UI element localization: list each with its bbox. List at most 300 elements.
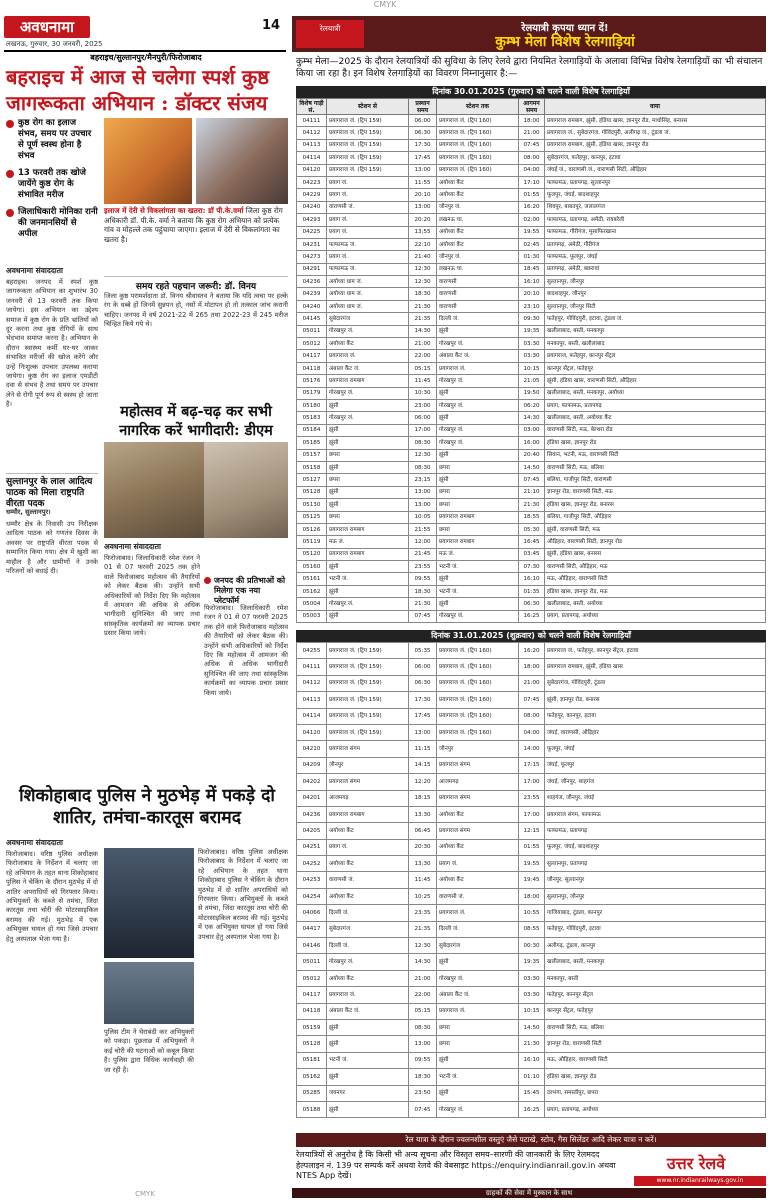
schedule-row — [297, 938, 766, 954]
schedule-cell: 04114 — [297, 708, 327, 724]
schedule-cell: 04111 — [297, 115, 327, 127]
schedule-cell: 05162 — [297, 585, 327, 597]
schedule-cell: 13:30 — [409, 856, 437, 872]
schedule-cell: 22:10 — [409, 238, 437, 250]
schedule-cell: 05157 — [297, 449, 327, 461]
schedule-cell: दिल्ली जं. — [327, 938, 409, 954]
schedule-cell: आजमगढ़ — [327, 790, 409, 806]
schedule-row — [297, 675, 766, 691]
schedule-cell: अयोध्या कैंट — [437, 189, 519, 201]
day1-bar: दिनांक 30.01.2025 (गुरुवार) को चलने वाली विशेष रेलगाड़ियाँ — [296, 86, 766, 98]
schedule-row — [297, 523, 766, 535]
schedule-cell: अयोध्या धाम जं. — [327, 276, 409, 288]
schedule-cell: छपरा — [437, 461, 519, 473]
schedule-cell: 05185 — [297, 437, 327, 449]
schedule-cell: हंडिया खास, ज्ञानपुर रोड, बनारस — [545, 499, 766, 511]
schedule-cell: 12:30 — [409, 449, 437, 461]
story3-body: फिरोजाबाद। वरिष्ठ पुलिस अधीक्षक फिरोजाबाद के निर्देशन में चलाए जा रहे अभियान के तहत थाना शिकोहाबाद पुलिस ने चेकिंग के दौरान मुठभेड़ में दो शातिर अपराधियों को गिरफ्तार किया। अभियुक्तों के कब्जे से तमंचा, जिंदा कारतूस तथा चोरी की मोटरसाइकिल बरामद की गई। मुठभेड़ में एक अभियुक्त घायल हो गया जिसे उपचार हेतु अस्पताल भेजा गया है। — [6, 850, 98, 943]
schedule-cell: अंबाला कैंट जं. — [327, 1003, 409, 1019]
schedule-cell: 05:35 — [409, 643, 437, 659]
schedule-cell: प्रयागराज जं. (ट्रिप 159) — [327, 152, 409, 164]
schedule-cell: जौनपुर जं. — [437, 251, 519, 263]
schedule-cell: वाराणसी जं. — [437, 888, 519, 904]
schedule-cell: 14:00 — [519, 741, 545, 757]
schedule-cell: 17:00 — [409, 424, 437, 436]
schedule-cell: भटनी जं. — [327, 1052, 409, 1068]
schedule-cell: प्रयागराज रामबाग, झूंसी, हंडिया खास, ज्ञानपुर रोड — [545, 139, 766, 151]
schedule-cell: 18:30 — [409, 288, 437, 300]
schedule-cell: प्रयाग जं. — [327, 176, 409, 188]
schedule-cell: 21:00 — [409, 338, 437, 350]
schedule-cell: 05285 — [297, 1085, 327, 1101]
schedule-cell: 23:55 — [519, 790, 545, 806]
schedule-cell: 05184 — [297, 424, 327, 436]
schedule-row — [297, 1003, 766, 1019]
schedule-row — [297, 263, 766, 275]
schedule-cell: प्रयागराज जं. (ट्रिप 160) — [437, 152, 519, 164]
schedule-cell: 10:55 — [519, 905, 545, 921]
box-headline: जनपद की प्रतिभाओं को मिलेगा एक नया प्लेटफॉर्म — [204, 576, 288, 606]
story2-byline: अवधनामा संवाददाता — [104, 542, 161, 551]
schedule-cell: प्रयाग, प्रतापगढ़, अयोध्या — [545, 610, 766, 622]
schedule-cell: 09:55 — [409, 573, 437, 585]
schedule-cell: 05130 — [297, 499, 327, 511]
schedule-cell: सुल्तानपुर, प्रतापगढ़ — [545, 856, 766, 872]
schedule-cell: प्रयागराज जं. — [327, 987, 409, 1003]
schedule-row — [297, 511, 766, 523]
schedule-cell: शिवपुर, बाबतपुर, जलालगंज — [545, 201, 766, 213]
schedule-cell: 05:15 — [409, 1003, 437, 1019]
schedule-cell: 05128 — [297, 1036, 327, 1052]
schedule-cell: 04229 — [297, 189, 327, 201]
schedule-cell: प्रयागराज संगम — [327, 774, 409, 790]
schedule-row — [297, 276, 766, 288]
schedule-cell: 05159 — [297, 1019, 327, 1035]
schedule-cell: झूंसी — [327, 499, 409, 511]
schedule-cell: वाराणसी — [437, 276, 519, 288]
schedule-cell: जंघई, जौनपुर, शाहगंज — [545, 774, 766, 790]
schedule-cell: प्रयागराज जं. (ट्रिप 159) — [327, 724, 409, 740]
schedule-cell: गोरखपुर जं. — [437, 424, 519, 436]
schedule-cell: बलिया, गाजीपुर सिटी, वाराणसी — [545, 474, 766, 486]
schedule-cell: 06:30 — [409, 675, 437, 691]
schedule-cell: झूंसी, ज्ञानपुर रोड, बनारस — [545, 692, 766, 708]
schedule-row — [297, 1019, 766, 1035]
schedule-cell: झूंसी — [327, 1101, 409, 1117]
schedule-cell: 04145 — [297, 313, 327, 325]
schedule-cell: फाफामऊ, प्रतापगढ़ — [545, 823, 766, 839]
schedule-cell: 18:30 — [409, 1069, 437, 1085]
schedule-cell: मनकापुर, बस्ती — [545, 970, 766, 986]
schedule-cell: भटनी जं. — [437, 561, 519, 573]
story3-byline: अवधनामा संवाददाता — [6, 838, 63, 847]
schedule-cell: 04417 — [297, 921, 327, 937]
schedule-cell: फाफामऊ, गौरीगंज, मुसाफिरखाना — [545, 226, 766, 238]
schedule-cell: झूंसी — [437, 573, 519, 585]
schedule-cell: फूलपुर, जंघई, बादशाहपुर — [545, 189, 766, 201]
schedule-cell: झूंसी — [327, 585, 409, 597]
schedule-cell: हंडिया खास, ज्ञानपुर रोड, मऊ — [545, 585, 766, 597]
accused-photo — [104, 848, 194, 958]
schedule-cell: झूंसी — [437, 1085, 519, 1101]
story1-subbody: जिला कुष्ठ परामर्शदाता डॉ. विनय श्रीवास्तव ने बताया कि यदि त्वचा पर हल्के रंग के धब्बे हों जिनमें सुन्नपन हो, नसों में मोटापन हो तो तत्काल जांच करानी चाहिए। जनपद में वर्ष 2021-22 में 265 तथा 2022-23 में 245 मरीज चिन्हित किये गये थे। — [104, 292, 288, 329]
schedule-cell: खलीलाबाद, बस्ती, मनकापुर — [545, 954, 766, 970]
schedule-cell: 12:00 — [409, 536, 437, 548]
schedule-cell: 17:45 — [409, 708, 437, 724]
schedule-cell: 04225 — [297, 226, 327, 238]
schedule-cell: प्रतापगढ़, अमेठी, बछरावां — [545, 263, 766, 275]
story2-box-body: फिरोजाबाद। जिलाधिकारी रमेश रंजन ने 01 से 07 फरवरी 2025 तक होने वाले फिरोजाबाद महोत्सव की तैयारियों को लेकर बैठक की। उन्होंने सभी अधिकारियों को निर्देश दिए कि महोत्सव में आमजन की अधिक से अधिक भागीदारी सुनिश्चित की जाए तथा सांस्कृतिक कार्यक्रमों का व्यापक प्रचार प्रसार किया जाये। — [204, 604, 288, 697]
schedule-row — [297, 536, 766, 548]
schedule-cell: छपरा — [437, 1019, 519, 1035]
schedule-cell: 22:00 — [409, 987, 437, 1003]
schedule-cell: सुबेदारगंज — [437, 938, 519, 954]
schedule-cell: गोरखपुर जं. — [327, 387, 409, 399]
schedule-cell: 17:15 — [519, 757, 545, 773]
schedule-cell: फतेहपुर, गोविंदपुरी, इटावा — [545, 921, 766, 937]
schedule-cell: 13:00 — [409, 164, 437, 176]
schedule-cell: 04120 — [297, 164, 327, 176]
schedule-row — [297, 561, 766, 573]
schedule-row — [297, 238, 766, 250]
schedule-cell: प्रयागराज जं. (ट्रिप 159) — [327, 139, 409, 151]
police-photo — [104, 962, 194, 1024]
schedule-table-2 — [296, 642, 766, 1118]
schedule-cell: प्रयागराज संगम — [437, 790, 519, 806]
schedule-cell: 08:30 — [409, 461, 437, 473]
schedule-cell: 00:30 — [519, 938, 545, 954]
schedule-row — [297, 1069, 766, 1085]
schedule-cell: 21:35 — [409, 313, 437, 325]
schedule-cell: 01:35 — [519, 585, 545, 597]
schedule-cell: 23:35 — [409, 905, 437, 921]
schedule-cell: प्रयाग जं. — [327, 189, 409, 201]
schedule-cell: 04:00 — [519, 164, 545, 176]
schedule-cell: गाजियाबाद, टूंडला, कानपुर — [545, 905, 766, 921]
schedule-cell: मऊ जं. — [327, 536, 409, 548]
schedule-row — [297, 585, 766, 597]
schedule-cell: 13:00 — [409, 499, 437, 511]
schedule-cell: छपरा — [327, 474, 409, 486]
schedule-row — [297, 1052, 766, 1068]
schedule-cell: 05183 — [297, 412, 327, 424]
helpline-text: रेलयात्रियों से अनुरोध है कि किसी भी अन्य सूचना और विस्तृत समय–सारणी की जानकारी के लिए रेलमदद हेल्पलाइन नं. 139 पर सम्पर्क करें अथवा रेलवे की वेबसाइट https://enquiry.indianrail.gov.in अथवा NTES App देखें। — [296, 1150, 616, 1180]
schedule-cell: जंघई, फूलपुर — [545, 757, 766, 773]
story2-headline: महोत्सव में बढ़-चढ़ कर सभी नागरिक करें भागीदारी: डीएम — [119, 403, 273, 439]
schedule-cell: प्रयागराज, फतेहपुर, कानपुर सेंट्रल — [545, 350, 766, 362]
schedule-cell: प्रयागराज जं. (ट्रिप 160) — [437, 675, 519, 691]
schedule-cell: 05179 — [297, 387, 327, 399]
bullet-item: 13 फरवरी तक खोजे जायेंगे कुष्ठ रोग के संभावित मरीज — [6, 168, 98, 201]
page-number: 14 — [262, 18, 281, 33]
story1-subhead: समय रहते पहचान जरूरी: डॉ. विनय — [104, 276, 288, 292]
schedule-cell: सुबेदारगंज — [327, 313, 409, 325]
schedule-cell: झूंसी — [437, 1052, 519, 1068]
schedule-cell: 04120 — [297, 724, 327, 740]
schedule-cell: 20:10 — [409, 189, 437, 201]
schedule-cell: 18:00 — [519, 115, 545, 127]
schedule-cell: आजमगढ़ — [437, 774, 519, 790]
schedule-cell: झूंसी, वाराणसी सिटी, मऊ — [545, 523, 766, 535]
schedule-cell: अयोध्या कैंट — [437, 176, 519, 188]
schedule-cell: 04273 — [297, 251, 327, 263]
schedule-cell: 01:55 — [519, 839, 545, 855]
schedule-cell: 11:15 — [409, 741, 437, 757]
schedule-cell: 04117 — [297, 987, 327, 1003]
schedule-cell: 08:30 — [409, 437, 437, 449]
schedule-cell: 05120 — [297, 548, 327, 560]
schedule-cell: 04236 — [297, 806, 327, 822]
schedule-cell: 16:20 — [519, 201, 545, 213]
schedule-cell: फूलपुर, जंघई — [545, 741, 766, 757]
schedule-cell: गोरखपुर जं. — [437, 970, 519, 986]
schedule-cell: 18:15 — [409, 790, 437, 806]
schedule-cell: झूंसी — [437, 325, 519, 337]
schedule-cell: बलिया, गाजीपुर सिटी, औड़िहार — [545, 511, 766, 523]
schedule-cell: अयोध्या कैंट — [437, 839, 519, 855]
schedule-row — [297, 643, 766, 659]
schedule-cell: प्रयागराज जं. (ट्रिप 160) — [437, 115, 519, 127]
schedule-cell: 16:20 — [519, 643, 545, 659]
schedule-cell: 04118 — [297, 1003, 327, 1019]
schedule-cell: 01:30 — [519, 251, 545, 263]
day2-bar: दिनांक 31.01.2025 (शुक्रवार) को चलने वाली विशेष रेलगाड़ियाँ — [296, 630, 766, 642]
schedule-cell: 06:00 — [409, 115, 437, 127]
schedule-cell: 10:15 — [519, 362, 545, 374]
schedule-cell: 04117 — [297, 350, 327, 362]
schedule-cell: भटनी जं. — [327, 573, 409, 585]
schedule-cell: गोरखपुर जं. — [437, 399, 519, 411]
schedule-cell: 21:30 — [519, 1036, 545, 1052]
schedule-cell: 23:55 — [409, 561, 437, 573]
schedule-cell: 14:30 — [519, 412, 545, 424]
schedule-cell: ज्ञानपुर रोड, वाराणसी सिटी — [545, 1036, 766, 1052]
schedule-cell: सिवान, भटनी, मऊ, वाराणसी सिटी — [545, 449, 766, 461]
schedule-cell: 17:30 — [409, 692, 437, 708]
schedule-row — [297, 598, 766, 610]
schedule-cell: प्रयागराज जं. (ट्रिप 160) — [437, 127, 519, 139]
ad-tag: रेलयात्री — [296, 20, 364, 48]
schedule-cell: 01:10 — [519, 1069, 545, 1085]
schedule-cell: 06:00 — [409, 659, 437, 675]
schedule-cell: 20:10 — [519, 288, 545, 300]
schedule-cell: अंबाला कैंट जं. — [327, 362, 409, 374]
schedule-cell: 04112 — [297, 127, 327, 139]
schedule-row — [297, 741, 766, 757]
schedule-cell: फाफामऊ, प्रतापगढ़, सुल्तानपुर — [545, 176, 766, 188]
schedule-row — [297, 214, 766, 226]
schedule-cell: प्रयागराज जं. (ट्रिप 160) — [437, 139, 519, 151]
schedule-cell: 08:30 — [409, 1019, 437, 1035]
schedule-cell: 10:15 — [519, 1003, 545, 1019]
schedule-cell: 21:30 — [409, 300, 437, 312]
schedule-cell: वाराणसी सिटी, मऊ, बलिया — [545, 461, 766, 473]
schedule-cell: 14:30 — [409, 325, 437, 337]
schedule-cell: 12:30 — [409, 263, 437, 275]
schedule-cell: झूंसी — [437, 412, 519, 424]
schedule-cell: 03:00 — [519, 424, 545, 436]
story2-side-body: धम्मौर क्षेत्र के निवासी उप निरीक्षक आदित्य पाठक को गणतंत्र दिवस के अवसर पर राष्ट्रपति वीरता पदक से सम्मानित किया गया। क्षेत्र में खुशी का माहौल है और ग्रामीणों ने उनके परिजनों को बधाई दी। — [6, 520, 98, 576]
schedule-cell: गोरखपुर जं. — [437, 338, 519, 350]
schedule-cell: प्रयागराज रामबाग — [327, 806, 409, 822]
schedule-cell: छपरा — [437, 486, 519, 498]
schedule-cell: 15:45 — [519, 1085, 545, 1101]
schedule-row — [297, 251, 766, 263]
schedule-cell: 23:00 — [409, 399, 437, 411]
story2-body: फिरोजाबाद। जिलाधिकारी रमेश रंजन ने 01 से 07 फरवरी 2025 तक होने वाले फिरोजाबाद महोत्सव की तैयारियों को लेकर बैठक की। उन्होंने सभी अधिकारियों को निर्देश दिए कि महोत्सव में आमजन की अधिक से अधिक भागीदारी सुनिश्चित की जाए तथा सांस्कृतिक कार्यक्रमों का व्यापक प्रचार प्रसार किया जाये। — [104, 554, 200, 638]
schedule-cell: 05012 — [297, 338, 327, 350]
schedule-cell: प्रयाग जं. — [327, 839, 409, 855]
schedule-cell: 04113 — [297, 692, 327, 708]
schedule-cell: फतेहपुर, कानपुर, इटावा — [545, 708, 766, 724]
schedule-cell: 04293 — [297, 214, 327, 226]
schedule-cell: 18:30 — [409, 585, 437, 597]
story3-body-3: फिरोजाबाद। वरिष्ठ पुलिस अधीक्षक फिरोजाबाद के निर्देशन में चलाए जा रहे अभियान के तहत थाना शिकोहाबाद पुलिस ने चेकिंग के दौरान मुठभेड़ में दो शातिर अपराधियों को गिरफ्तार किया। अभियुक्तों के कब्जे से तमंचा, जिंदा कारतूस तथा चोरी की मोटरसाइकिल बरामद की गई। मुठभेड़ में एक अभियुक्त घायल हो गया जिसे उपचार हेतु अस्पताल भेजा गया है। — [198, 848, 288, 941]
schedule-cell: दिल्ली जं. — [437, 921, 519, 937]
col-header: आगमन समय — [519, 99, 545, 115]
story2-box — [204, 576, 288, 606]
schedule-cell: खलीलाबाद, बस्ती, मनकापुर, अयोध्या — [545, 387, 766, 399]
schedule-cell: झूंसी — [327, 610, 409, 622]
schedule-cell: प्रयागराज जं. (ट्रिप 160) — [437, 724, 519, 740]
schedule-cell: 11:45 — [409, 872, 437, 888]
schedule-cell: झूंसी — [327, 1019, 409, 1035]
schedule-cell: 21:05 — [519, 375, 545, 387]
schedule-cell: वाराणसी सिटी, मऊ, बेल्थरा रोड — [545, 424, 766, 436]
schedule-cell: अलीगढ़, टूंडला, कानपुर — [545, 938, 766, 954]
schedule-cell: वाराणसी सिटी, मऊ, बलिया — [545, 1019, 766, 1035]
schedule-row — [297, 757, 766, 773]
schedule-cell: 05128 — [297, 486, 327, 498]
schedule-cell: 05162 — [297, 1069, 327, 1085]
schedule-cell: बादशाहपुर, जौनपुर — [545, 288, 766, 300]
schedule-cell: 21:45 — [409, 548, 437, 560]
schedule-cell: 20:20 — [409, 214, 437, 226]
schedule-cell: 05181 — [297, 1052, 327, 1068]
schedule-cell: 21:10 — [519, 486, 545, 498]
schedule-row — [297, 164, 766, 176]
schedule-row — [297, 152, 766, 164]
schedule-row — [297, 970, 766, 986]
schedule-cell: 02:00 — [519, 214, 545, 226]
schedule-cell: कानपुर सेंट्रल, फतेहपुर — [545, 362, 766, 374]
schedule-cell: 11:45 — [409, 375, 437, 387]
schedule-cell: अयोध्या कैंट — [437, 872, 519, 888]
schedule-cell: फाफामऊ, फूलपुर, जंघई — [545, 251, 766, 263]
schedule-row — [297, 399, 766, 411]
schedule-cell: 04111 — [297, 659, 327, 675]
schedule-cell: वाराणसी जं. — [327, 201, 409, 213]
schedule-row — [297, 610, 766, 622]
schedule-row — [297, 987, 766, 1003]
schedule-cell: 10:25 — [409, 888, 437, 904]
side-place: धम्मौर, सुल्तानपुर। — [6, 508, 51, 516]
schedule-cell: प्रयागराज जं. (ट्रिप 160) — [437, 643, 519, 659]
schedule-cell: 16:10 — [519, 276, 545, 288]
railway-website-link[interactable]: www.nr.indianrailways.gov.in — [634, 1176, 766, 1186]
schedule-cell: अयोध्या कैंट — [437, 226, 519, 238]
schedule-cell: 05119 — [297, 536, 327, 548]
schedule-cell: गोरखपुर जं. — [327, 954, 409, 970]
schedule-table-1 — [296, 98, 766, 623]
schedule-row — [297, 139, 766, 151]
schedule-cell: फाफामऊ, प्रतापगढ़, अमेठी, रायबरेली — [545, 214, 766, 226]
schedule-cell: झूंसी — [327, 1069, 409, 1085]
schedule-cell: 16:00 — [519, 437, 545, 449]
schedule-cell: 14:50 — [519, 461, 545, 473]
schedule-cell: 07:30 — [519, 561, 545, 573]
schedule-row — [297, 461, 766, 473]
schedule-cell: 20:40 — [519, 449, 545, 461]
schedule-cell: जंघई, वाराणसी, औड़िहार — [545, 724, 766, 740]
schedule-cell: छपरा — [437, 523, 519, 535]
schedule-cell: 04201 — [297, 790, 327, 806]
schedule-cell: 19:45 — [519, 872, 545, 888]
schedule-cell: 12:15 — [519, 823, 545, 839]
schedule-cell: दरभंगा, समस्तीपुर, छपरा — [545, 1085, 766, 1101]
schedule-cell: 05161 — [297, 573, 327, 585]
schedule-cell: 17:45 — [409, 152, 437, 164]
schedule-cell: 04205 — [297, 823, 327, 839]
schedule-cell: 05:30 — [519, 523, 545, 535]
schedule-cell: प्रयागराज जं. (ट्रिप 160) — [437, 659, 519, 675]
schedule-cell: 07:45 — [519, 139, 545, 151]
schedule-cell: अयोध्या धाम जं. — [327, 288, 409, 300]
schedule-cell: 16:25 — [519, 1101, 545, 1117]
schedule-cell: प्रयाग, फाफामऊ, प्रतापगढ़ — [545, 399, 766, 411]
col-header: स्टेशन तक — [437, 99, 519, 115]
schedule-row — [297, 823, 766, 839]
schedule-cell: 23:50 — [409, 1085, 437, 1101]
col-header: प्रस्थान समय — [409, 99, 437, 115]
schedule-cell: प्रयागराज रामबाग, झूंसी, हंडिया खास, ज्ञानपुर रोड, माधोसिंह, बनारस — [545, 115, 766, 127]
schedule-cell: फतेहपुर, कानपुर सेंट्रल — [545, 987, 766, 1003]
schedule-cell: छपरा — [327, 511, 409, 523]
schedule-cell: छपरा — [437, 499, 519, 511]
schedule-cell: प्रयाग जं. — [327, 251, 409, 263]
schedule-cell: छपरा — [327, 449, 409, 461]
schedule-cell: झूंसी — [327, 437, 409, 449]
story1-byline: अवधनामा संवाददाता — [6, 266, 63, 275]
schedule-cell: 13:00 — [409, 1036, 437, 1052]
schedule-cell: 03:30 — [519, 987, 545, 1003]
schedule-cell: 23:15 — [409, 474, 437, 486]
schedule-cell: प्रयागराज संगम — [327, 741, 409, 757]
schedule-cell: 13:55 — [409, 226, 437, 238]
schedule-row — [297, 176, 766, 188]
schedule-row — [297, 288, 766, 300]
schedule-cell: 07:45 — [409, 610, 437, 622]
schedule-cell: सुल्तानपुर, जौनपुर — [545, 276, 766, 288]
col-header: विशेष गाड़ी सं. — [297, 99, 327, 115]
schedule-cell: 06:45 — [409, 823, 437, 839]
schedule-row — [297, 905, 766, 921]
schedule-cell: अयोध्या कैंट — [327, 888, 409, 904]
story1-body: बहराइच। जनपद में स्पर्श कुष्ठ जागरूकता अभियान का शुभारंभ 30 जनवरी से 13 फरवरी तक किया जायेगा। इस अभियान का उद्देश्य समाज में कुष्ठ रोग के प्रति भ्रांतियों को दूर करना तथा कुष्ठ रोगियों के साथ भेदभाव समाप्त करना है। अभियान के दौरान स्वास्थ्य कर्मी घर-घर जाकर संभावित मरीजों की खोज करेंगे और उन्हें निःशुल्क उपचार उपलब्ध कराया जायेगा। कुष्ठ रोग का इलाज एमडीटी दवा से संभव है तथा समय पर उपचार लेने से रोगी पूर्ण रूप से स्वस्थ हो जाता है। — [6, 278, 98, 409]
schedule-cell: 03:30 — [519, 970, 545, 986]
schedule-cell: 17:00 — [519, 774, 545, 790]
schedule-row — [297, 486, 766, 498]
schedule-row — [297, 201, 766, 213]
story3-headline: शिकोहाबाद पुलिस ने मुठभेड़ में पकड़े दो शातिर, तमंचा-कारतूस बरामद — [19, 786, 275, 828]
schedule-cell: 21:00 — [519, 675, 545, 691]
schedule-cell: 09:30 — [519, 313, 545, 325]
schedule-cell: जौनपुर — [437, 741, 519, 757]
schedule-cell: 13:00 — [409, 486, 437, 498]
schedule-cell: 07:45 — [519, 474, 545, 486]
schedule-cell: 04112 — [297, 675, 327, 691]
schedule-cell: प्रयागराज जं. (ट्रिप 159) — [327, 675, 409, 691]
